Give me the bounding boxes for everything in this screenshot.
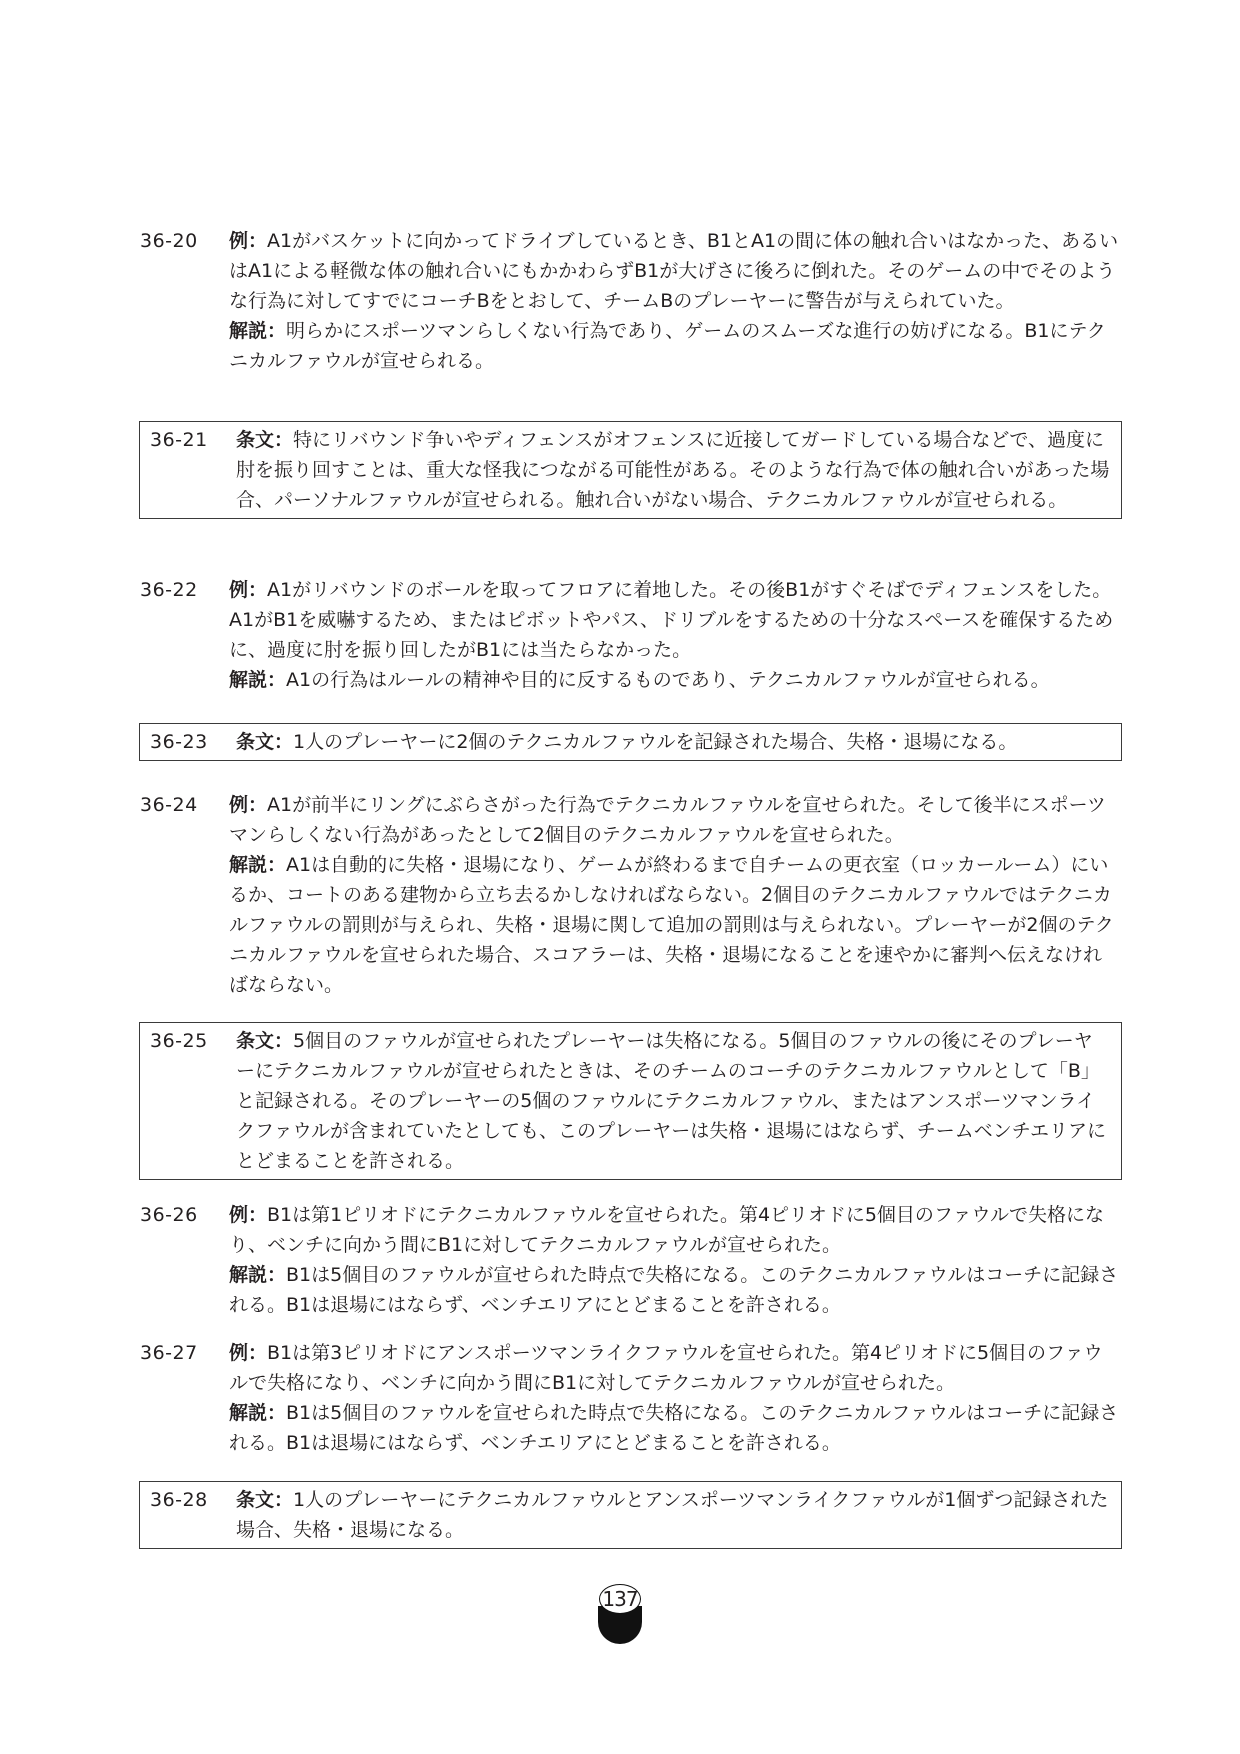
example-paragraph <box>229 575 1120 665</box>
entry-number: 36-26 <box>140 1204 198 1226</box>
example-paragraph <box>229 1338 1120 1398</box>
page-number: 137 <box>599 1584 641 1614</box>
example-text: A1が前半にリングにぶらさがった行為でテクニカルファウルを宣せられた。そして後半にスポーツマンらしくない行為があったとして2個目のテクニカルファウルを宣せられた。 <box>229 794 1106 846</box>
explanation-text: A1は自動的に失格・退場になり、ゲームが終わるまで自チームの更衣室（ロッカールーム）にいるか、コートのある建物から立ち去るかしなければならない。2個目のテクニカルファウルではテクニカルファウルの罰則が与えられ、失格・退場に関して追加の罰則は与えられない。プレーヤーが2個のテクニカルファウルを宣せられた場合、スコアラーは、失格・退場になることを速やかに審判へ伝えなければならない。 <box>229 854 1114 996</box>
article-text: 1人のプレーヤーに2個のテクニカルファウルを記録された場合、失格・退場になる。 <box>293 731 1018 753</box>
example-label: 例： <box>229 579 268 601</box>
entry-body <box>229 226 1120 376</box>
entry-36-25 <box>139 1022 1122 1180</box>
explanation-text: B1は5個目のファウルが宣せられた時点で失格になる。このテクニカルファウルはコーチに記録される。B1は退場にはならず、ベンチエリアにとどまることを許される。 <box>229 1264 1119 1316</box>
entry-body <box>236 1485 1111 1545</box>
entry-36-28 <box>139 1481 1122 1549</box>
example-label: 例： <box>229 1342 268 1364</box>
article-text: 5個目のファウルが宣せられたプレーヤーは失格になる。5個目のファウルの後にそのプレーヤーにテクニカルファウルが宣せられたときは、そのチームのコーチのテクニカルファウルとして「B」と記録される。そのプレーヤーの5個のファウルにテクニカルファウル、またはアンスポーツマンライクファウルが含まれていたとしても、このプレーヤーは失格・退場にはならず、チームベンチエリアにとどまることを許される。 <box>236 1030 1107 1172</box>
example-label: 例： <box>229 230 268 252</box>
example-text: B1は第3ピリオドにアンスポーツマンライクファウルを宣せられた。第4ピリオドに5個目のファウルで失格になり、ベンチに向かう間にB1に対してテクニカルファウルが宣せられた。 <box>229 1342 1103 1394</box>
explanation-label: 解説： <box>229 854 287 876</box>
entry-body <box>236 425 1111 515</box>
explanation-paragraph <box>229 316 1120 376</box>
explanation-paragraph <box>229 665 1120 695</box>
explanation-paragraph <box>229 1260 1120 1320</box>
explanation-label: 解説： <box>229 669 287 691</box>
article-text: 特にリバウンド争いやディフェンスがオフェンスに近接してガードしている場合などで、過度に肘を振り回すことは、重大な怪我につながる可能性がある。そのような行為で体の触れ合いがあった場合、パーソナルファウルが宣せられる。触れ合いがない場合、テクニカルファウルが宣せられる。 <box>236 429 1110 511</box>
entry-number: 36-21 <box>150 429 208 451</box>
entry-36-23 <box>139 723 1122 761</box>
example-text: B1は第1ピリオドにテクニカルファウルを宣せられた。第4ピリオドに5個目のファウルで失格になり、ベンチに向かう間にB1に対してテクニカルファウルが宣せられた。 <box>229 1204 1104 1256</box>
entry-body <box>229 1338 1120 1458</box>
entry-body <box>236 727 1111 757</box>
article-text: 1人のプレーヤーにテクニカルファウルとアンスポーツマンライクファウルが1個ずつ記録された場合、失格・退場になる。 <box>236 1489 1109 1541</box>
example-label: 例： <box>229 1204 268 1226</box>
entry-number: 36-28 <box>150 1489 208 1511</box>
example-paragraph <box>229 226 1120 316</box>
entry-number: 36-22 <box>140 579 198 601</box>
entry-36-24 <box>140 790 1120 1000</box>
article-paragraph <box>236 1485 1111 1545</box>
article-label: 条文： <box>236 1030 294 1052</box>
example-paragraph <box>229 790 1120 850</box>
entry-number: 36-20 <box>140 230 198 252</box>
example-label: 例： <box>229 794 268 816</box>
explanation-text: A1の行為はルールの精神や目的に反するものであり、テクニカルファウルが宣せられる。 <box>286 669 1050 691</box>
entry-number: 36-27 <box>140 1342 198 1364</box>
explanation-text: 明らかにスポーツマンらしくない行為であり、ゲームのスムーズな進行の妨げになる。B1にテクニカルファウルが宣せられる。 <box>229 320 1106 372</box>
entry-number: 36-25 <box>150 1030 208 1052</box>
example-paragraph <box>229 1200 1120 1260</box>
article-paragraph <box>236 1026 1111 1176</box>
entry-36-22 <box>140 575 1120 695</box>
explanation-label: 解説： <box>229 1264 287 1286</box>
entry-36-20 <box>140 226 1120 376</box>
page-number-badge <box>598 1584 642 1644</box>
entry-body <box>236 1026 1111 1176</box>
example-text: A1がリバウンドのボールを取ってフロアに着地した。その後B1がすぐそばでディフェンスをした。A1がB1を威嚇するため、またはピボットやパス、ドリブルをするための十分なスペースを確保するために、過度に肘を振り回したがB1には当たらなかった。 <box>229 579 1114 661</box>
article-paragraph <box>236 425 1111 515</box>
entry-body <box>229 790 1120 1000</box>
explanation-label: 解説： <box>229 1402 287 1424</box>
article-label: 条文： <box>236 429 294 451</box>
entry-36-27 <box>140 1338 1120 1458</box>
article-label: 条文： <box>236 1489 294 1511</box>
entry-body <box>229 575 1120 695</box>
entry-body <box>229 1200 1120 1320</box>
article-paragraph <box>236 727 1111 757</box>
entry-36-21 <box>139 421 1122 519</box>
explanation-label: 解説： <box>229 320 287 342</box>
entry-36-26 <box>140 1200 1120 1320</box>
explanation-paragraph <box>229 850 1120 1000</box>
example-text: A1がバスケットに向かってドライブしているとき、B1とA1の間に体の触れ合いはなかった、あるいはA1による軽微な体の触れ合いにもかかわらずB1が大げさに後ろに倒れた。そのゲームの中でそのような行為に対してすでにコーチBをとおして、チームBのプレーヤーに警告が与えられていた。 <box>229 230 1119 312</box>
entry-number: 36-24 <box>140 794 198 816</box>
article-label: 条文： <box>236 731 294 753</box>
explanation-text: B1は5個目のファウルを宣せられた時点で失格になる。このテクニカルファウルはコーチに記録される。B1は退場にはならず、ベンチエリアにとどまることを許される。 <box>229 1402 1119 1454</box>
entry-number: 36-23 <box>150 731 208 753</box>
explanation-paragraph <box>229 1398 1120 1458</box>
